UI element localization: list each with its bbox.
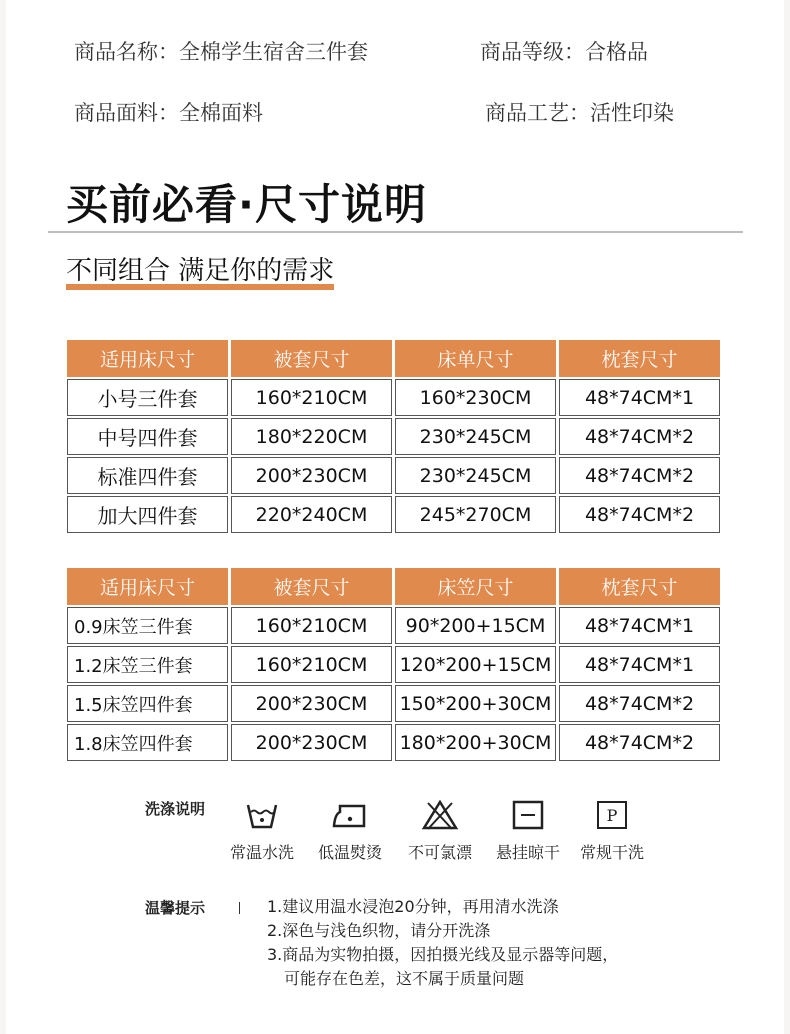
table-header-cell: 枕套尺寸 bbox=[559, 568, 720, 605]
table-cell: 230*245CM bbox=[395, 418, 556, 455]
table-cell: 48*74CM*2 bbox=[559, 724, 720, 761]
table-cell: 160*230CM bbox=[395, 379, 556, 416]
table-cell: 1.8床笠四件套 bbox=[67, 724, 228, 761]
table-cell: 中号四件套 bbox=[67, 418, 228, 455]
table-header-cell: 床笠尺寸 bbox=[395, 568, 556, 605]
dry-clean-p-icon bbox=[562, 798, 662, 832]
tips-list bbox=[267, 895, 618, 991]
table-cell: 150*200+30CM bbox=[395, 685, 556, 722]
table-cell: 小号三件套 bbox=[67, 379, 228, 416]
wash-item bbox=[390, 798, 490, 863]
table-cell: 245*270CM bbox=[395, 496, 556, 533]
table-row bbox=[67, 379, 720, 416]
tips-divider bbox=[239, 902, 240, 914]
table-cell: 48*74CM*2 bbox=[559, 457, 720, 494]
table-header-cell: 适用床尺寸 bbox=[67, 340, 228, 377]
table-header-cell: 被套尺寸 bbox=[231, 568, 392, 605]
product-fabric: 商品面料：全棉面料 bbox=[74, 101, 263, 125]
product-name: 商品名称：全棉学生宿舍三件套 bbox=[74, 40, 368, 64]
table-cell: 200*230CM bbox=[231, 685, 392, 722]
table-cell: 200*230CM bbox=[231, 457, 392, 494]
page-subtitle: 不同组合 满足你的需求 bbox=[66, 250, 334, 290]
table-cell: 180*200+30CM bbox=[395, 724, 556, 761]
table-row bbox=[67, 724, 720, 761]
size-table-sheet bbox=[64, 338, 723, 535]
table-header-row bbox=[67, 568, 720, 605]
table-row bbox=[67, 646, 720, 683]
table-cell: 160*210CM bbox=[231, 607, 392, 644]
table-row bbox=[67, 418, 720, 455]
page-title: 买前必看·尺寸说明 bbox=[66, 180, 427, 229]
table-header-cell: 被套尺寸 bbox=[231, 340, 392, 377]
wash-item bbox=[562, 798, 662, 863]
wash-tub-icon bbox=[212, 798, 312, 832]
tip-line: 2.深色与浅色织物，请分开洗涤 bbox=[267, 921, 491, 940]
table-cell: 160*210CM bbox=[231, 646, 392, 683]
tip-line: 可能存在色差，这不属于质量问题 bbox=[284, 969, 525, 988]
table-cell: 0.9床笠三件套 bbox=[67, 607, 228, 644]
tip-line: 1.建议用温水浸泡20分钟，再用清水洗涤 bbox=[267, 897, 559, 916]
size-table-fitted bbox=[64, 566, 723, 763]
table-cell: 160*210CM bbox=[231, 379, 392, 416]
iron-low-icon bbox=[300, 798, 400, 832]
tips-label: 温馨提示 bbox=[145, 899, 206, 917]
table-row bbox=[67, 457, 720, 494]
table-row bbox=[67, 607, 720, 644]
table-cell: 90*200+15CM bbox=[395, 607, 556, 644]
wash-item bbox=[212, 798, 312, 863]
table-header-cell: 枕套尺寸 bbox=[559, 340, 720, 377]
table-cell: 48*74CM*2 bbox=[559, 418, 720, 455]
product-grade: 商品等级：合格品 bbox=[480, 40, 648, 64]
tip-line: 3.商品为实物拍摄，因拍摄光线及显示器等问题， bbox=[267, 945, 619, 964]
svg-text:P: P bbox=[606, 806, 618, 825]
wash-label: 洗涤说明 bbox=[145, 800, 206, 818]
table-row bbox=[67, 496, 720, 533]
wash-item-label: 常规干洗 bbox=[579, 843, 644, 862]
wash-item-label: 悬挂晾干 bbox=[495, 843, 560, 862]
table-cell: 230*245CM bbox=[395, 457, 556, 494]
product-craft: 商品工艺：活性印染 bbox=[485, 101, 674, 125]
table-cell: 120*200+15CM bbox=[395, 646, 556, 683]
table-cell: 1.5床笠四件套 bbox=[67, 685, 228, 722]
table-cell: 48*74CM*1 bbox=[559, 379, 720, 416]
wash-item-label: 不可氯漂 bbox=[407, 843, 472, 862]
table-cell: 220*240CM bbox=[231, 496, 392, 533]
wash-item-label: 低温熨烫 bbox=[317, 843, 382, 862]
table-cell: 加大四件套 bbox=[67, 496, 228, 533]
table-row bbox=[67, 685, 720, 722]
table-cell: 200*230CM bbox=[231, 724, 392, 761]
table-header-row bbox=[67, 340, 720, 377]
table-cell: 180*220CM bbox=[231, 418, 392, 455]
table-header-cell: 适用床尺寸 bbox=[67, 568, 228, 605]
table-cell: 48*74CM*2 bbox=[559, 496, 720, 533]
table-cell: 48*74CM*2 bbox=[559, 685, 720, 722]
table-header-cell: 床单尺寸 bbox=[395, 340, 556, 377]
table-cell: 标准四件套 bbox=[67, 457, 228, 494]
wash-item bbox=[300, 798, 400, 863]
wash-item-label: 常温水洗 bbox=[229, 843, 294, 862]
no-bleach-icon bbox=[390, 798, 490, 832]
title-divider bbox=[48, 231, 743, 233]
table-cell: 48*74CM*1 bbox=[559, 646, 720, 683]
table-cell: 1.2床笠三件套 bbox=[67, 646, 228, 683]
table-cell: 48*74CM*1 bbox=[559, 607, 720, 644]
